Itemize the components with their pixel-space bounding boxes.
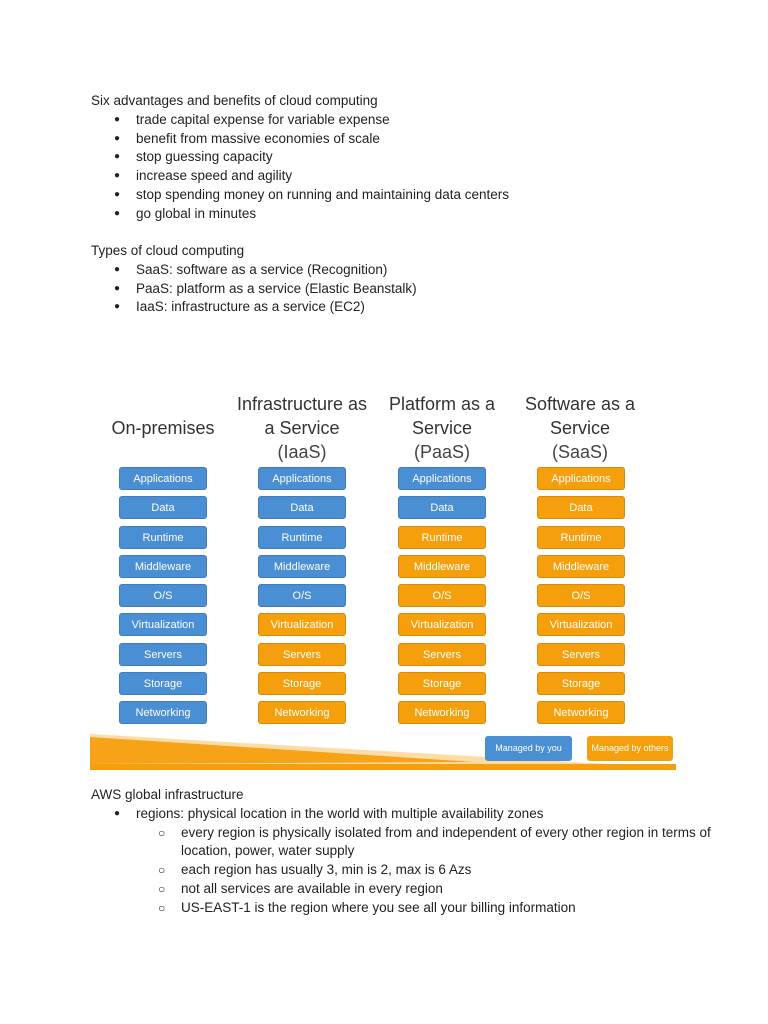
sublist-item: ○ not all services are available in every region: [136, 880, 741, 899]
layer-box-servers: Servers: [398, 643, 486, 666]
column-title: On-premises: [111, 418, 215, 438]
column-title-saas: [510, 392, 650, 464]
layer-box-storage: Storage: [398, 672, 486, 695]
list-item: ● stop spending money on running and maintaining data centers: [91, 186, 509, 205]
layer-box-servers: Servers: [119, 643, 207, 666]
layer-box-data: Data: [398, 496, 486, 519]
column-title-on-premises: [93, 416, 233, 440]
column-title: Platform as a Service: [388, 394, 496, 438]
layer-box-servers: Servers: [258, 643, 346, 666]
layer-box-runtime: Runtime: [398, 526, 486, 549]
aws-sublist: [136, 824, 741, 918]
list-item: ● PaaS: platform as a service (Elastic Beanstalk): [91, 280, 417, 299]
section-heading-types: Types of cloud computing: [91, 243, 245, 258]
layer-box-o-s: O/S: [258, 584, 346, 607]
layer-box-middleware: Middleware: [119, 555, 207, 578]
layer-box-runtime: Runtime: [258, 526, 346, 549]
layer-box-runtime: Runtime: [119, 526, 207, 549]
section-heading-advantages: Six advantages and benefits of cloud computing: [91, 93, 378, 108]
list-item: ● IaaS: infrastructure as a service (EC2): [91, 298, 417, 317]
layer-box-virtualization: Virtualization: [537, 613, 625, 636]
layer-box-networking: Networking: [258, 701, 346, 724]
advantages-list: [91, 111, 509, 223]
layer-box-o-s: O/S: [119, 584, 207, 607]
layer-box-virtualization: Virtualization: [258, 613, 346, 636]
layer-box-runtime: Runtime: [537, 526, 625, 549]
legend-managed-by-others: Managed by others: [587, 736, 673, 761]
layer-box-storage: Storage: [119, 672, 207, 695]
list-item: ● SaaS: software as a service (Recognition): [91, 261, 417, 280]
list-item-text: regions: physical location in the world with multiple availability zones: [136, 806, 544, 821]
layer-box-networking: Networking: [119, 701, 207, 724]
stack-paas: [398, 467, 486, 731]
list-item: ● benefit from massive economies of scale: [91, 130, 509, 149]
sublist-item: ○ US-EAST-1 is the region where you see all your billing information: [136, 899, 741, 918]
layer-box-applications: Applications: [398, 467, 486, 490]
column-title-paas: [372, 392, 512, 464]
stack-on-premises: [119, 467, 207, 731]
layer-box-networking: Networking: [537, 701, 625, 724]
column-abbr: (PaaS): [413, 442, 471, 462]
layer-box-applications: Applications: [119, 467, 207, 490]
sublist-item: ○ each region has usually 3, min is 2, max is 6 Azs: [136, 861, 741, 880]
layer-box-networking: Networking: [398, 701, 486, 724]
layer-box-middleware: Middleware: [258, 555, 346, 578]
list-item: ● go global in minutes: [91, 205, 509, 224]
column-title-iaas: [232, 392, 372, 464]
stack-iaas: [258, 467, 346, 731]
layer-box-applications: Applications: [258, 467, 346, 490]
layer-box-storage: Storage: [258, 672, 346, 695]
stack-saas: [537, 467, 625, 731]
layer-box-o-s: O/S: [537, 584, 625, 607]
layer-box-data: Data: [258, 496, 346, 519]
list-item: ● trade capital expense for variable expense: [91, 111, 509, 130]
layer-box-o-s: O/S: [398, 584, 486, 607]
column-abbr: (SaaS): [551, 442, 609, 462]
list-item: ● stop guessing capacity: [91, 148, 509, 167]
types-list: [91, 261, 417, 317]
layer-box-middleware: Middleware: [537, 555, 625, 578]
column-title: Infrastructure as a Service: [236, 394, 368, 438]
layer-box-virtualization: Virtualization: [119, 613, 207, 636]
layer-box-middleware: Middleware: [398, 555, 486, 578]
section-heading-aws: AWS global infrastructure: [91, 787, 244, 802]
column-abbr: (IaaS): [277, 442, 327, 462]
layer-box-applications: Applications: [537, 467, 625, 490]
cloud-responsibility-diagram: [90, 380, 676, 770]
layer-box-virtualization: Virtualization: [398, 613, 486, 636]
layer-box-storage: Storage: [537, 672, 625, 695]
layer-box-data: Data: [119, 496, 207, 519]
list-item: ● increase speed and agility: [91, 167, 509, 186]
layer-box-data: Data: [537, 496, 625, 519]
legend-managed-by-you: Managed by you: [485, 736, 572, 761]
layer-box-servers: Servers: [537, 643, 625, 666]
sublist-item: ○ every region is physically isolated from and independent of every other region in terms of location, power, water supply: [136, 824, 741, 861]
column-title: Software as a Service: [524, 394, 636, 438]
aws-list: [91, 805, 741, 917]
list-item: [91, 805, 741, 917]
